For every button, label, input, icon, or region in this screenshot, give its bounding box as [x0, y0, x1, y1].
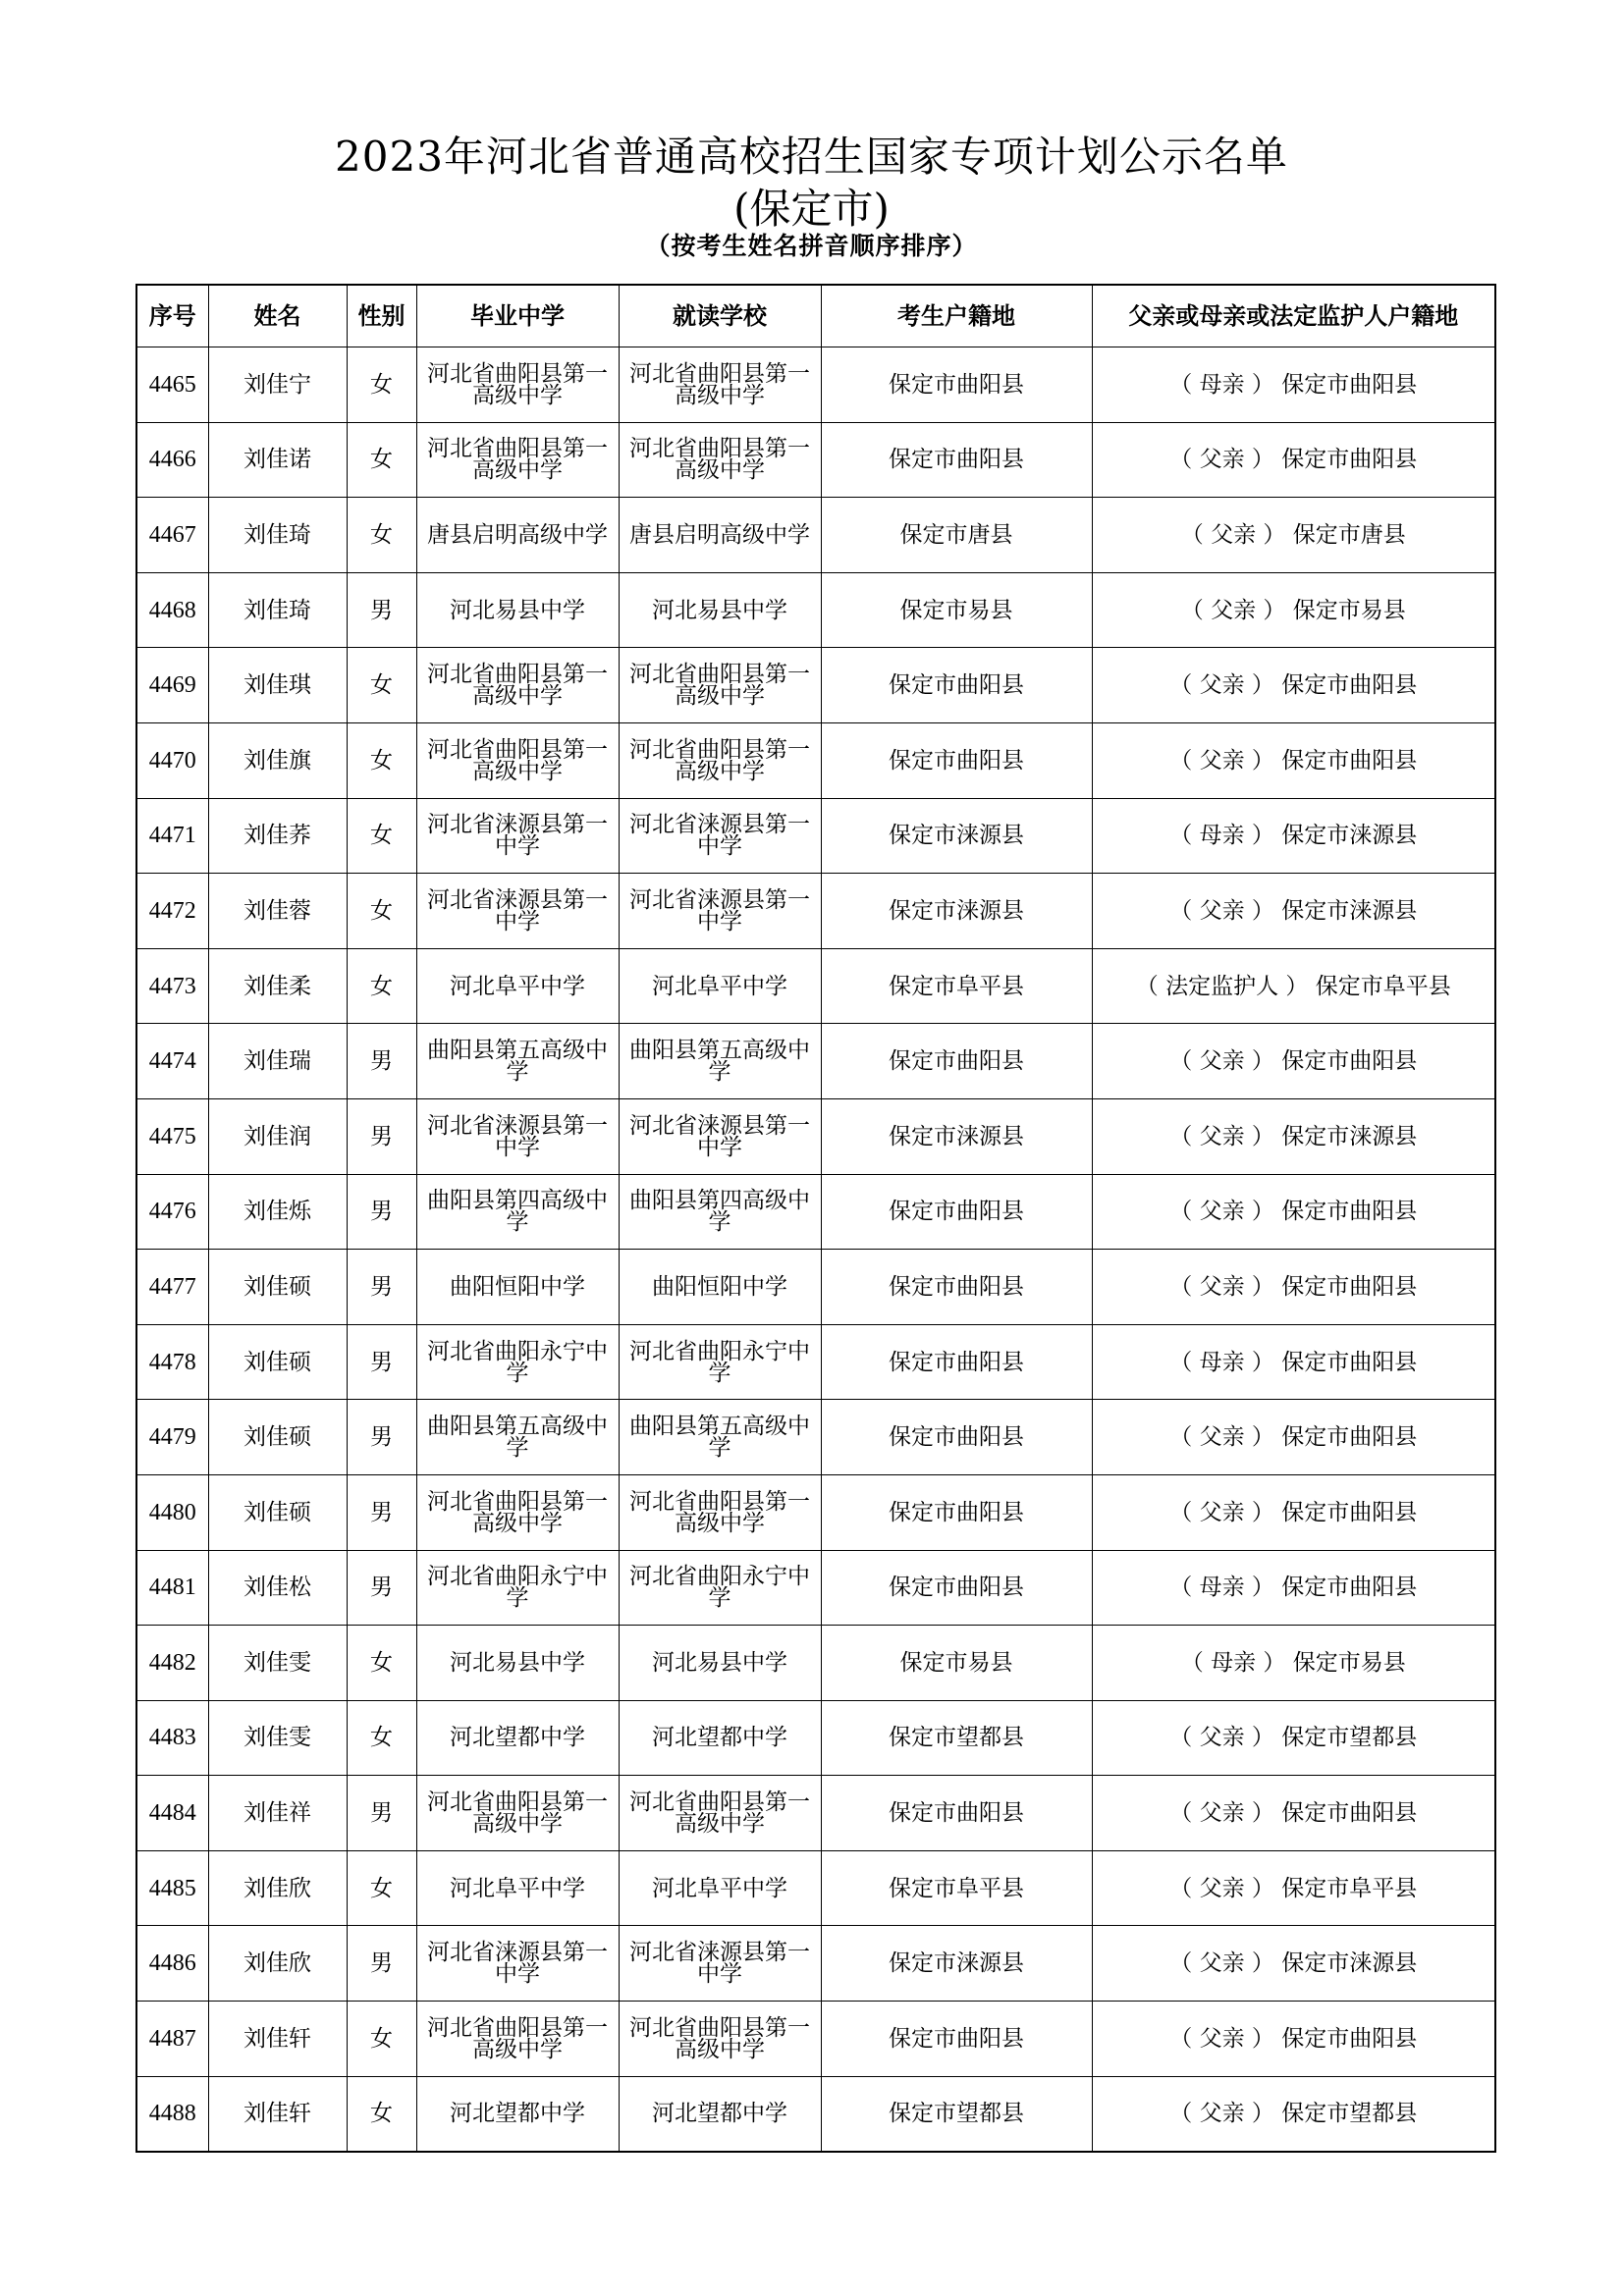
- cell-current-school: 曲阳县第五高级中学: [619, 1400, 821, 1475]
- cell-current-school: 河北省涞源县第一中学: [619, 1926, 821, 2002]
- cell-gender: 女: [347, 648, 416, 723]
- cell-name: 刘佳宁: [208, 347, 347, 423]
- cell-hukou: 保定市曲阳县: [821, 1550, 1092, 1626]
- cell-name: 刘佳轩: [208, 2076, 347, 2152]
- cell-gender: 女: [347, 1850, 416, 1926]
- cell-guardian-hukou: （ 父亲 ） 保定市曲阳县: [1092, 1776, 1495, 1851]
- cell-name: 刘佳琦: [208, 572, 347, 648]
- table-row: [136, 1550, 1495, 1626]
- cell-gender: 男: [347, 1174, 416, 1250]
- table-row: [136, 1098, 1495, 1174]
- cell-grad-school: 河北省曲阳县第一高级中学: [416, 1474, 619, 1550]
- cell-name: 刘佳旗: [208, 722, 347, 798]
- cell-gender: 男: [347, 1250, 416, 1325]
- cell-current-school: 曲阳县第四高级中学: [619, 1174, 821, 1250]
- cell-no: 4465: [136, 347, 208, 423]
- document-subtitle: （按考生姓名拼音顺序排序）: [645, 232, 978, 260]
- cell-guardian-hukou: （ 父亲 ） 保定市曲阳县: [1092, 1400, 1495, 1475]
- cell-guardian-hukou: （ 父亲 ） 保定市曲阳县: [1092, 422, 1495, 498]
- cell-name: 刘佳柔: [208, 948, 347, 1024]
- cell-grad-school: 河北阜平中学: [416, 948, 619, 1024]
- cell-grad-school: 河北省涞源县第一中学: [416, 874, 619, 949]
- cell-gender: 女: [347, 1700, 416, 1776]
- cell-grad-school: 河北省曲阳县第一高级中学: [416, 1776, 619, 1851]
- cell-grad-school: 河北望都中学: [416, 2076, 619, 2152]
- cell-grad-school: 河北易县中学: [416, 572, 619, 648]
- cell-no: 4470: [136, 722, 208, 798]
- cell-name: 刘佳松: [208, 1550, 347, 1626]
- cell-gender: 男: [347, 1098, 416, 1174]
- cell-name: 刘佳琪: [208, 648, 347, 723]
- cell-gender: 女: [347, 2002, 416, 2077]
- cell-guardian-hukou: （ 父亲 ） 保定市望都县: [1092, 2076, 1495, 2152]
- cell-current-school: 河北阜平中学: [619, 1850, 821, 1926]
- cell-current-school: 河北省曲阳县第一高级中学: [619, 1474, 821, 1550]
- cell-no: 4487: [136, 2002, 208, 2077]
- table-row: [136, 1626, 1495, 1701]
- table-row: [136, 498, 1495, 573]
- cell-current-school: 河北省涞源县第一中学: [619, 874, 821, 949]
- header-current-school: 就读学校: [619, 285, 821, 347]
- cell-no: 4468: [136, 572, 208, 648]
- cell-name: 刘佳诺: [208, 422, 347, 498]
- cell-guardian-hukou: （ 父亲 ） 保定市曲阳县: [1092, 648, 1495, 723]
- table-row: [136, 1926, 1495, 2002]
- cell-current-school: 河北省曲阳永宁中学: [619, 1550, 821, 1626]
- header-no: 序号: [136, 285, 208, 347]
- cell-no: 4486: [136, 1926, 208, 2002]
- cell-name: 刘佳雯: [208, 1626, 347, 1701]
- header-gender: 性别: [347, 285, 416, 347]
- document-city: (保定市): [733, 185, 890, 233]
- cell-name: 刘佳瑞: [208, 1024, 347, 1099]
- table-row: [136, 2002, 1495, 2077]
- cell-hukou: 保定市望都县: [821, 1700, 1092, 1776]
- cell-name: 刘佳祥: [208, 1776, 347, 1851]
- cell-gender: 女: [347, 798, 416, 874]
- cell-gender: 女: [347, 2076, 416, 2152]
- cell-gender: 女: [347, 422, 416, 498]
- cell-hukou: 保定市曲阳县: [821, 1324, 1092, 1400]
- cell-grad-school: 河北省曲阳县第一高级中学: [416, 2002, 619, 2077]
- table-row: [136, 1776, 1495, 1851]
- cell-current-school: 河北阜平中学: [619, 948, 821, 1024]
- cell-no: 4488: [136, 2076, 208, 2152]
- cell-guardian-hukou: （ 父亲 ） 保定市唐县: [1092, 498, 1495, 573]
- cell-gender: 男: [347, 1926, 416, 2002]
- cell-grad-school: 河北省曲阳县第一高级中学: [416, 722, 619, 798]
- cell-guardian-hukou: （ 父亲 ） 保定市涞源县: [1092, 1926, 1495, 2002]
- cell-no: 4482: [136, 1626, 208, 1701]
- cell-name: 刘佳润: [208, 1098, 347, 1174]
- table-row: [136, 1174, 1495, 1250]
- header-guardian-hukou: 父亲或母亲或法定监护人户籍地: [1092, 285, 1495, 347]
- cell-hukou: 保定市曲阳县: [821, 347, 1092, 423]
- cell-no: 4481: [136, 1550, 208, 1626]
- cell-current-school: 河北省曲阳永宁中学: [619, 1324, 821, 1400]
- cell-name: 刘佳雯: [208, 1700, 347, 1776]
- header-name: 姓名: [208, 285, 347, 347]
- cell-grad-school: 河北省曲阳永宁中学: [416, 1550, 619, 1626]
- cell-grad-school: 曲阳恒阳中学: [416, 1250, 619, 1325]
- cell-guardian-hukou: （ 父亲 ） 保定市曲阳县: [1092, 1250, 1495, 1325]
- cell-grad-school: 曲阳县第五高级中学: [416, 1400, 619, 1475]
- table-row: [136, 798, 1495, 874]
- cell-no: 4484: [136, 1776, 208, 1851]
- cell-guardian-hukou: （ 法定监护人 ） 保定市阜平县: [1092, 948, 1495, 1024]
- cell-current-school: 河北望都中学: [619, 2076, 821, 2152]
- cell-current-school: 河北省曲阳县第一高级中学: [619, 1776, 821, 1851]
- cell-current-school: 河北省涞源县第一中学: [619, 798, 821, 874]
- cell-guardian-hukou: （ 母亲 ） 保定市曲阳县: [1092, 1324, 1495, 1400]
- cell-grad-school: 曲阳县第五高级中学: [416, 1024, 619, 1099]
- cell-no: 4466: [136, 422, 208, 498]
- cell-grad-school: 河北省曲阳县第一高级中学: [416, 347, 619, 423]
- roster-table: [135, 284, 1496, 2153]
- cell-hukou: 保定市涞源县: [821, 1098, 1092, 1174]
- cell-hukou: 保定市易县: [821, 1626, 1092, 1701]
- table-row: [136, 2076, 1495, 2152]
- cell-gender: 女: [347, 948, 416, 1024]
- cell-grad-school: 河北望都中学: [416, 1700, 619, 1776]
- cell-grad-school: 河北省曲阳县第一高级中学: [416, 648, 619, 723]
- cell-guardian-hukou: （ 父亲 ） 保定市曲阳县: [1092, 1474, 1495, 1550]
- cell-name: 刘佳硕: [208, 1324, 347, 1400]
- cell-hukou: 保定市曲阳县: [821, 422, 1092, 498]
- cell-guardian-hukou: （ 父亲 ） 保定市易县: [1092, 572, 1495, 648]
- cell-guardian-hukou: （ 父亲 ） 保定市阜平县: [1092, 1850, 1495, 1926]
- table-row: [136, 1700, 1495, 1776]
- cell-no: 4479: [136, 1400, 208, 1475]
- cell-hukou: 保定市曲阳县: [821, 1174, 1092, 1250]
- cell-guardian-hukou: （ 母亲 ） 保定市涞源县: [1092, 798, 1495, 874]
- cell-no: 4483: [136, 1700, 208, 1776]
- table-row: [136, 648, 1495, 723]
- cell-gender: 女: [347, 498, 416, 573]
- cell-name: 刘佳欣: [208, 1850, 347, 1926]
- cell-name: 刘佳轩: [208, 2002, 347, 2077]
- cell-hukou: 保定市望都县: [821, 2076, 1092, 2152]
- cell-current-school: 河北省涞源县第一中学: [619, 1098, 821, 1174]
- table-row: [136, 1250, 1495, 1325]
- cell-guardian-hukou: （ 母亲 ） 保定市曲阳县: [1092, 1550, 1495, 1626]
- cell-grad-school: 唐县启明高级中学: [416, 498, 619, 573]
- cell-name: 刘佳烁: [208, 1174, 347, 1250]
- cell-current-school: 河北省曲阳县第一高级中学: [619, 648, 821, 723]
- cell-hukou: 保定市曲阳县: [821, 1400, 1092, 1475]
- cell-hukou: 保定市阜平县: [821, 948, 1092, 1024]
- cell-current-school: 河北望都中学: [619, 1700, 821, 1776]
- table-row: [136, 572, 1495, 648]
- cell-gender: 男: [347, 572, 416, 648]
- cell-hukou: 保定市曲阳县: [821, 1250, 1092, 1325]
- cell-guardian-hukou: （ 父亲 ） 保定市曲阳县: [1092, 722, 1495, 798]
- cell-hukou: 保定市曲阳县: [821, 2002, 1092, 2077]
- cell-guardian-hukou: （ 父亲 ） 保定市曲阳县: [1092, 1024, 1495, 1099]
- cell-gender: 女: [347, 1626, 416, 1701]
- cell-hukou: 保定市曲阳县: [821, 1024, 1092, 1099]
- table-row: [136, 1850, 1495, 1926]
- cell-name: 刘佳硕: [208, 1400, 347, 1475]
- cell-guardian-hukou: （ 父亲 ） 保定市涞源县: [1092, 1098, 1495, 1174]
- cell-current-school: 曲阳县第五高级中学: [619, 1024, 821, 1099]
- cell-no: 4476: [136, 1174, 208, 1250]
- header-grad-school: 毕业中学: [416, 285, 619, 347]
- cell-guardian-hukou: （ 父亲 ） 保定市涞源县: [1092, 874, 1495, 949]
- cell-no: 4480: [136, 1474, 208, 1550]
- cell-current-school: 河北易县中学: [619, 1626, 821, 1701]
- cell-name: 刘佳硕: [208, 1474, 347, 1550]
- cell-hukou: 保定市阜平县: [821, 1850, 1092, 1926]
- table-row: [136, 874, 1495, 949]
- cell-gender: 女: [347, 874, 416, 949]
- table-row: [136, 1324, 1495, 1400]
- cell-hukou: 保定市曲阳县: [821, 1776, 1092, 1851]
- table-row: [136, 347, 1495, 423]
- cell-grad-school: 河北省涞源县第一中学: [416, 1926, 619, 2002]
- cell-hukou: 保定市曲阳县: [821, 722, 1092, 798]
- cell-current-school: 河北省曲阳县第一高级中学: [619, 2002, 821, 2077]
- cell-no: 4473: [136, 948, 208, 1024]
- cell-no: 4471: [136, 798, 208, 874]
- document-title: 2023年河北省普通高校招生国家专项计划公示名单: [335, 133, 1288, 181]
- cell-gender: 男: [347, 1400, 416, 1475]
- table-row: [136, 1400, 1495, 1475]
- cell-guardian-hukou: （ 母亲 ） 保定市曲阳县: [1092, 347, 1495, 423]
- cell-guardian-hukou: （ 父亲 ） 保定市曲阳县: [1092, 1174, 1495, 1250]
- cell-hukou: 保定市曲阳县: [821, 1474, 1092, 1550]
- table-row: [136, 722, 1495, 798]
- cell-current-school: 河北易县中学: [619, 572, 821, 648]
- cell-name: 刘佳欣: [208, 1926, 347, 2002]
- cell-gender: 男: [347, 1024, 416, 1099]
- cell-current-school: 唐县启明高级中学: [619, 498, 821, 573]
- cell-grad-school: 河北省曲阳永宁中学: [416, 1324, 619, 1400]
- cell-no: 4485: [136, 1850, 208, 1926]
- cell-hukou: 保定市涞源县: [821, 798, 1092, 874]
- cell-no: 4475: [136, 1098, 208, 1174]
- cell-hukou: 保定市曲阳县: [821, 648, 1092, 723]
- cell-no: 4472: [136, 874, 208, 949]
- cell-no: 4469: [136, 648, 208, 723]
- cell-gender: 男: [347, 1550, 416, 1626]
- cell-no: 4467: [136, 498, 208, 573]
- cell-gender: 女: [347, 347, 416, 423]
- cell-grad-school: 河北易县中学: [416, 1626, 619, 1701]
- cell-grad-school: 曲阳县第四高级中学: [416, 1174, 619, 1250]
- cell-guardian-hukou: （ 父亲 ） 保定市曲阳县: [1092, 2002, 1495, 2077]
- cell-grad-school: 河北阜平中学: [416, 1850, 619, 1926]
- cell-current-school: 曲阳恒阳中学: [619, 1250, 821, 1325]
- table-row: [136, 422, 1495, 498]
- cell-guardian-hukou: （ 父亲 ） 保定市望都县: [1092, 1700, 1495, 1776]
- cell-gender: 男: [347, 1776, 416, 1851]
- cell-name: 刘佳琦: [208, 498, 347, 573]
- cell-gender: 男: [347, 1474, 416, 1550]
- cell-no: 4478: [136, 1324, 208, 1400]
- cell-current-school: 河北省曲阳县第一高级中学: [619, 347, 821, 423]
- cell-no: 4474: [136, 1024, 208, 1099]
- cell-grad-school: 河北省曲阳县第一高级中学: [416, 422, 619, 498]
- cell-no: 4477: [136, 1250, 208, 1325]
- cell-gender: 男: [347, 1324, 416, 1400]
- cell-guardian-hukou: （ 母亲 ） 保定市易县: [1092, 1626, 1495, 1701]
- table-header-row: [136, 285, 1495, 347]
- cell-name: 刘佳蓉: [208, 874, 347, 949]
- table-row: [136, 948, 1495, 1024]
- cell-hukou: 保定市易县: [821, 572, 1092, 648]
- cell-hukou: 保定市涞源县: [821, 874, 1092, 949]
- cell-hukou: 保定市涞源县: [821, 1926, 1092, 2002]
- cell-grad-school: 河北省涞源县第一中学: [416, 1098, 619, 1174]
- cell-gender: 女: [347, 722, 416, 798]
- table-row: [136, 1474, 1495, 1550]
- table-row: [136, 1024, 1495, 1099]
- cell-name: 刘佳荞: [208, 798, 347, 874]
- cell-grad-school: 河北省涞源县第一中学: [416, 798, 619, 874]
- cell-name: 刘佳硕: [208, 1250, 347, 1325]
- cell-current-school: 河北省曲阳县第一高级中学: [619, 422, 821, 498]
- cell-current-school: 河北省曲阳县第一高级中学: [619, 722, 821, 798]
- cell-hukou: 保定市唐县: [821, 498, 1092, 573]
- header-hukou: 考生户籍地: [821, 285, 1092, 347]
